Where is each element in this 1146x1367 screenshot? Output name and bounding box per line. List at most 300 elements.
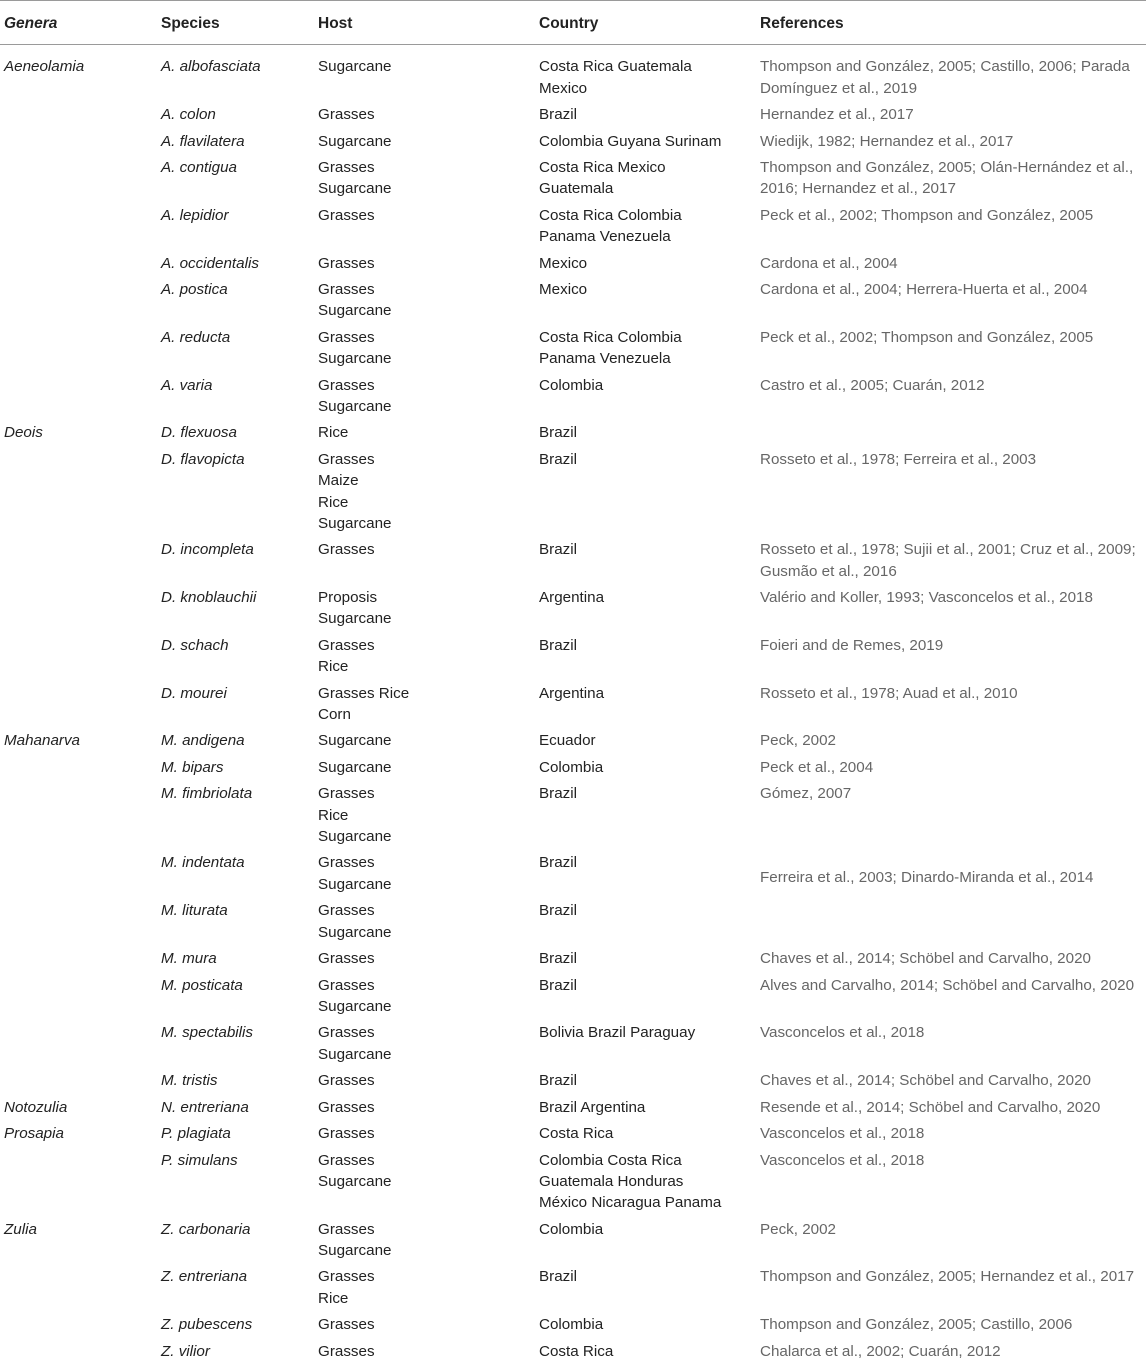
reference-line: 2016; Hernandez et al., 2017 — [760, 180, 956, 198]
species-cell: P. simulans — [161, 1151, 238, 1169]
table-row — [0, 730, 1146, 756]
references-cell — [756, 1150, 1146, 1219]
reference-line: Foieri and de Remes, 2019 — [760, 636, 944, 654]
country-cell — [535, 975, 756, 1023]
header-genera: Genera — [0, 1, 157, 45]
genus-cell — [0, 104, 157, 130]
genus-cell — [0, 375, 157, 423]
reference-line: Chalarca et al., 2002; Cuarán, 2012 — [760, 1342, 1001, 1360]
reference-line: Valério and Koller, 1993; Vasconcelos et al., 2018 — [760, 589, 1093, 607]
host-line: Grasses — [318, 854, 375, 872]
host-line: Grasses Rice — [318, 684, 410, 702]
reference-line: Resende et al., 2014; Schöbel and Carvalho, 2020 — [760, 1098, 1101, 1116]
host-cell — [314, 587, 535, 635]
table-row — [0, 279, 1146, 327]
country-line: Mexico — [539, 281, 588, 299]
table-row — [0, 1070, 1146, 1096]
references-cell — [756, 157, 1146, 205]
table-row — [0, 635, 1146, 683]
host-line: Grasses — [318, 206, 375, 224]
species-cell: A. varia — [161, 376, 213, 394]
species-cell: M. bipars — [161, 758, 224, 776]
host-line: Grasses — [318, 1268, 375, 1286]
species-cell: M. spectabilis — [161, 1024, 254, 1042]
genus-cell — [0, 539, 157, 587]
country-cell — [535, 1219, 756, 1267]
genus-cell — [0, 253, 157, 279]
host-line: Rice — [318, 493, 349, 511]
country-line: Costa Rica Colombia — [539, 328, 682, 346]
host-line: Grasses — [318, 1024, 375, 1042]
reference-line: Cardona et al., 2004 — [760, 254, 898, 272]
reference-line: Rosseto et al., 1978; Sujii et al., 2001; Cruz et al., 2009; — [760, 541, 1136, 559]
species-cell: A. reducta — [161, 328, 231, 346]
references-cell — [756, 375, 1146, 423]
host-line: Grasses — [318, 281, 375, 299]
references-cell — [756, 104, 1146, 130]
country-cell — [535, 104, 756, 130]
host-line: Grasses — [318, 159, 375, 177]
references-cell — [756, 948, 1146, 974]
host-line: Sugarcane — [318, 827, 392, 845]
genus-cell — [0, 157, 157, 205]
species-cell: P. plagiata — [161, 1125, 231, 1143]
reference-line: Thompson and González, 2005; Castillo, 2006 — [760, 1316, 1073, 1334]
table-row — [0, 757, 1146, 783]
references-cell — [756, 45, 1146, 104]
references-cell — [756, 1341, 1146, 1367]
country-cell — [535, 205, 756, 253]
genus-cell — [0, 1022, 157, 1070]
reference-line: Wiedijk, 1982; Hernandez et al., 2017 — [760, 132, 1014, 150]
country-cell — [535, 635, 756, 683]
country-cell — [535, 157, 756, 205]
host-cell — [314, 253, 535, 279]
country-cell — [535, 1341, 756, 1367]
references-cell — [756, 730, 1146, 756]
references-cell — [756, 587, 1146, 635]
table-row — [0, 900, 1146, 948]
reference-line: Peck, 2002 — [760, 1220, 836, 1238]
host-line: Rice — [318, 658, 349, 676]
host-line: Sugarcane — [318, 610, 392, 628]
genus-cell — [0, 1070, 157, 1096]
country-cell — [535, 327, 756, 375]
species-cell: Z. carbonaria — [161, 1220, 251, 1238]
host-cell — [314, 327, 535, 375]
references-cell — [756, 757, 1146, 783]
country-line: Brazil — [539, 450, 577, 468]
country-line: Colombia — [539, 1220, 604, 1238]
genus-cell: Deois — [4, 424, 43, 442]
table-row — [0, 975, 1146, 1023]
references-cell — [756, 1097, 1146, 1123]
country-line: Colombia Costa Rica — [539, 1151, 682, 1169]
table-row — [0, 1123, 1146, 1149]
references-cell — [756, 449, 1146, 539]
reference-line: Thompson and González, 2005; Castillo, 2006; Parada — [760, 58, 1130, 76]
host-line: Proposis — [318, 589, 378, 607]
table-row — [0, 587, 1146, 635]
host-cell — [314, 1314, 535, 1340]
table-row — [0, 205, 1146, 253]
host-cell — [314, 449, 535, 539]
country-cell — [535, 783, 756, 852]
genus-cell: Prosapia — [4, 1125, 64, 1143]
reference-line: Thompson and González, 2005; Olán-Hernández et al., — [760, 159, 1134, 177]
references-cell — [756, 1070, 1146, 1096]
country-line: Brazil Argentina — [539, 1098, 646, 1116]
species-cell: D. knoblauchii — [161, 589, 257, 607]
table-row — [0, 1022, 1146, 1070]
host-line: Sugarcane — [318, 1045, 392, 1063]
references-cell — [756, 783, 1146, 852]
country-cell — [535, 1123, 756, 1149]
species-cell: M. liturata — [161, 902, 228, 920]
host-cell — [314, 1341, 535, 1367]
host-cell — [314, 1123, 535, 1149]
country-cell — [535, 422, 756, 448]
host-cell — [314, 1150, 535, 1219]
host-cell — [314, 131, 535, 157]
reference-line: Gusmão et al., 2016 — [760, 562, 897, 580]
country-cell — [535, 1097, 756, 1123]
host-line: Grasses — [318, 1098, 375, 1116]
species-cell: A. lepidior — [161, 206, 229, 224]
reference-line: Hernandez et al., 2017 — [760, 106, 914, 124]
country-line: Brazil — [539, 636, 577, 654]
country-cell — [535, 852, 756, 900]
reference-line: Rosseto et al., 1978; Auad et al., 2010 — [760, 684, 1018, 702]
host-line: Grasses — [318, 106, 375, 124]
country-line: Costa Rica Colombia — [539, 206, 682, 224]
country-line: Brazil — [539, 1268, 577, 1286]
genus-cell — [0, 975, 157, 1023]
genus-cell — [0, 635, 157, 683]
host-line: Sugarcane — [318, 58, 392, 76]
country-cell — [535, 1022, 756, 1070]
host-line: Sugarcane — [318, 132, 392, 150]
country-line: Guatemala Honduras — [539, 1172, 684, 1190]
genus-cell — [0, 1341, 157, 1367]
references-cell — [756, 683, 1146, 731]
table-row — [0, 852, 1146, 900]
host-cell — [314, 852, 535, 900]
country-line: Brazil — [539, 950, 577, 968]
host-line: Sugarcane — [318, 514, 392, 532]
genus-cell: Zulia — [4, 1220, 37, 1238]
host-cell — [314, 375, 535, 423]
country-line: Argentina — [539, 684, 605, 702]
table-row — [0, 539, 1146, 587]
genus-cell: Mahanarva — [4, 732, 80, 750]
host-cell — [314, 205, 535, 253]
species-cell: A. colon — [161, 106, 216, 124]
reference-line: Peck et al., 2002; Thompson and González, 2005 — [760, 328, 1094, 346]
country-line: Brazil — [539, 854, 577, 872]
host-line: Maize — [318, 472, 359, 490]
country-cell — [535, 45, 756, 104]
host-line: Sugarcane — [318, 875, 392, 893]
host-cell — [314, 730, 535, 756]
genus-cell: Notozulia — [4, 1098, 68, 1116]
country-cell — [535, 948, 756, 974]
species-cell: A. albofasciata — [161, 58, 261, 76]
references-cell — [756, 852, 1146, 900]
host-line: Sugarcane — [318, 923, 392, 941]
country-cell — [535, 539, 756, 587]
species-cell: A. postica — [161, 281, 228, 299]
country-cell — [535, 131, 756, 157]
reference-line: Rosseto et al., 1978; Ferreira et al., 2003 — [760, 450, 1037, 468]
table-row — [0, 327, 1146, 375]
references-cell — [756, 1314, 1146, 1340]
host-cell — [314, 1097, 535, 1123]
country-cell — [535, 279, 756, 327]
references-cell — [756, 975, 1146, 1023]
host-line: Sugarcane — [318, 302, 392, 320]
host-line: Sugarcane — [318, 350, 392, 368]
country-line: Brazil — [539, 902, 577, 920]
references-cell — [756, 539, 1146, 587]
species-cell: D. flavopicta — [161, 450, 245, 468]
country-cell — [535, 375, 756, 423]
host-line: Rice — [318, 1289, 349, 1307]
host-line: Rice — [318, 806, 349, 824]
host-line: Sugarcane — [318, 1241, 392, 1259]
host-line: Grasses — [318, 950, 375, 968]
species-cell: M. andigena — [161, 732, 245, 750]
genus-cell — [0, 279, 157, 327]
host-line: Grasses — [318, 1151, 375, 1169]
species-cell: M. indentata — [161, 854, 245, 872]
host-cell — [314, 157, 535, 205]
reference-line: Gómez, 2007 — [760, 785, 852, 803]
host-line: Rice — [318, 424, 349, 442]
host-cell — [314, 279, 535, 327]
country-cell — [535, 1314, 756, 1340]
country-line: Guatemala — [539, 180, 614, 198]
references-cell — [756, 422, 1146, 448]
country-line: Colombia — [539, 376, 604, 394]
reference-line: Ferreira et al., 2003; Dinardo-Miranda et al., 2014 — [760, 869, 1094, 887]
header-species: Species — [157, 1, 314, 45]
references-cell — [756, 279, 1146, 327]
country-line: Costa Rica Mexico — [539, 159, 666, 177]
species-cell: A. contigua — [161, 159, 237, 177]
country-cell — [535, 757, 756, 783]
country-cell — [535, 253, 756, 279]
host-cell — [314, 45, 535, 104]
country-line: Brazil — [539, 976, 577, 994]
table-row — [0, 45, 1146, 104]
country-cell — [535, 587, 756, 635]
references-cell — [756, 900, 1146, 948]
host-line: Grasses — [318, 328, 375, 346]
table-row — [0, 449, 1146, 539]
host-cell — [314, 948, 535, 974]
country-line: Brazil — [539, 541, 577, 559]
country-line: Bolivia Brazil Paraguay — [539, 1024, 696, 1042]
table-row — [0, 131, 1146, 157]
references-cell — [756, 327, 1146, 375]
species-cell: A. occidentalis — [161, 254, 259, 272]
species-cell: Z. vilior — [161, 1342, 210, 1360]
host-line: Grasses — [318, 902, 375, 920]
genus-cell — [0, 1150, 157, 1219]
species-cell: M. tristis — [161, 1072, 218, 1090]
host-line: Grasses — [318, 1220, 375, 1238]
genus-cell — [0, 683, 157, 731]
country-line: Costa Rica — [539, 1342, 614, 1360]
genus-cell — [0, 205, 157, 253]
host-cell — [314, 104, 535, 130]
host-cell — [314, 975, 535, 1023]
table-row — [0, 157, 1146, 205]
genus-cell — [0, 900, 157, 948]
genus-cell — [0, 852, 157, 900]
reference-line: Domínguez et al., 2019 — [760, 79, 918, 97]
host-cell — [314, 635, 535, 683]
country-cell — [535, 900, 756, 948]
genus-cell: Aeneolamia — [4, 58, 85, 76]
host-line: Sugarcane — [318, 997, 392, 1015]
table-body — [0, 45, 1146, 1367]
species-cell: M. mura — [161, 950, 217, 968]
host-line: Sugarcane — [318, 180, 392, 198]
host-line: Grasses — [318, 785, 375, 803]
reference-line: Castro et al., 2005; Cuarán, 2012 — [760, 376, 985, 394]
species-cell: N. entreriana — [161, 1098, 249, 1116]
host-line: Grasses — [318, 541, 375, 559]
country-cell — [535, 1266, 756, 1314]
country-line: Brazil — [539, 106, 577, 124]
species-cell: Z. entreriana — [161, 1268, 248, 1286]
genus-cell — [0, 449, 157, 539]
country-line: Colombia — [539, 1316, 604, 1334]
country-line: Colombia Guyana Surinam — [539, 132, 722, 150]
country-cell — [535, 730, 756, 756]
references-cell — [756, 1266, 1146, 1314]
host-line: Grasses — [318, 1072, 375, 1090]
host-cell — [314, 757, 535, 783]
header-row — [0, 1, 1146, 45]
genus-cell — [0, 1314, 157, 1340]
species-cell: D. mourei — [161, 684, 227, 702]
country-line: Ecuador — [539, 732, 596, 750]
references-cell — [756, 635, 1146, 683]
host-line: Grasses — [318, 636, 375, 654]
country-cell — [535, 1070, 756, 1096]
country-line: Panama Venezuela — [539, 350, 671, 368]
host-line: Sugarcane — [318, 732, 392, 750]
table-row — [0, 375, 1146, 423]
host-cell — [314, 539, 535, 587]
reference-line: Cardona et al., 2004; Herrera-Huerta et al., 2004 — [760, 281, 1088, 299]
host-cell — [314, 1070, 535, 1096]
host-cell — [314, 1219, 535, 1267]
genus-cell — [0, 587, 157, 635]
references-cell — [756, 1022, 1146, 1070]
host-line: Sugarcane — [318, 397, 392, 415]
country-line: Brazil — [539, 785, 577, 803]
host-line: Corn — [318, 705, 351, 723]
references-cell — [756, 131, 1146, 157]
host-line: Grasses — [318, 976, 375, 994]
country-line: Brazil — [539, 424, 577, 442]
table-row — [0, 253, 1146, 279]
host-line: Grasses — [318, 450, 375, 468]
references-cell — [756, 1219, 1146, 1267]
table-row — [0, 1314, 1146, 1340]
country-line: Costa Rica Guatemala — [539, 58, 692, 76]
species-cell: M. fimbriolata — [161, 785, 253, 803]
table-row — [0, 948, 1146, 974]
genus-cell — [0, 948, 157, 974]
table-row — [0, 1097, 1146, 1123]
country-line: Argentina — [539, 589, 605, 607]
references-cell — [756, 205, 1146, 253]
reference-line: Peck et al., 2002; Thompson and González, 2005 — [760, 206, 1094, 224]
host-cell — [314, 783, 535, 852]
host-line: Grasses — [318, 1316, 375, 1334]
host-line: Grasses — [318, 1342, 375, 1360]
table-row — [0, 1266, 1146, 1314]
country-cell — [535, 449, 756, 539]
host-line: Grasses — [318, 1125, 375, 1143]
host-cell — [314, 683, 535, 731]
host-line: Grasses — [318, 376, 375, 394]
references-cell — [756, 1123, 1146, 1149]
table-row — [0, 1341, 1146, 1367]
host-line: Sugarcane — [318, 1172, 392, 1190]
reference-line: Vasconcelos et al., 2018 — [760, 1024, 925, 1042]
reference-line: Alves and Carvalho, 2014; Schöbel and Carvalho, 2020 — [760, 976, 1135, 994]
species-cell: A. flavilatera — [161, 132, 245, 150]
species-cell: M. posticata — [161, 976, 243, 994]
reference-line: Chaves et al., 2014; Schöbel and Carvalho, 2020 — [760, 1072, 1091, 1090]
country-line: México Nicaragua Panama — [539, 1194, 722, 1212]
host-cell — [314, 1022, 535, 1070]
host-cell — [314, 1266, 535, 1314]
genus-cell — [0, 757, 157, 783]
table-row — [0, 783, 1146, 852]
country-line: Colombia — [539, 758, 604, 776]
genus-cell — [0, 783, 157, 852]
reference-line: Peck, 2002 — [760, 732, 836, 750]
reference-line: Thompson and González, 2005; Hernandez et al., 2017 — [760, 1268, 1135, 1286]
reference-line: Peck et al., 2004 — [760, 758, 874, 776]
species-cell: D. flexuosa — [161, 424, 237, 442]
country-line: Mexico — [539, 79, 588, 97]
header-country: Country — [535, 1, 756, 45]
header-host: Host — [314, 1, 535, 45]
genus-cell — [0, 131, 157, 157]
table-row — [0, 1219, 1146, 1267]
table-row — [0, 683, 1146, 731]
reference-line: Vasconcelos et al., 2018 — [760, 1151, 925, 1169]
reference-line: Vasconcelos et al., 2018 — [760, 1125, 925, 1143]
country-line: Costa Rica — [539, 1125, 614, 1143]
genus-cell — [0, 327, 157, 375]
species-cell: D. incompleta — [161, 541, 254, 559]
host-line: Grasses — [318, 254, 375, 272]
species-cell: D. schach — [161, 636, 229, 654]
table-row — [0, 1150, 1146, 1219]
species-cell: Z. pubescens — [161, 1316, 253, 1334]
country-cell — [535, 1150, 756, 1219]
reference-line: Chaves et al., 2014; Schöbel and Carvalho, 2020 — [760, 950, 1091, 968]
